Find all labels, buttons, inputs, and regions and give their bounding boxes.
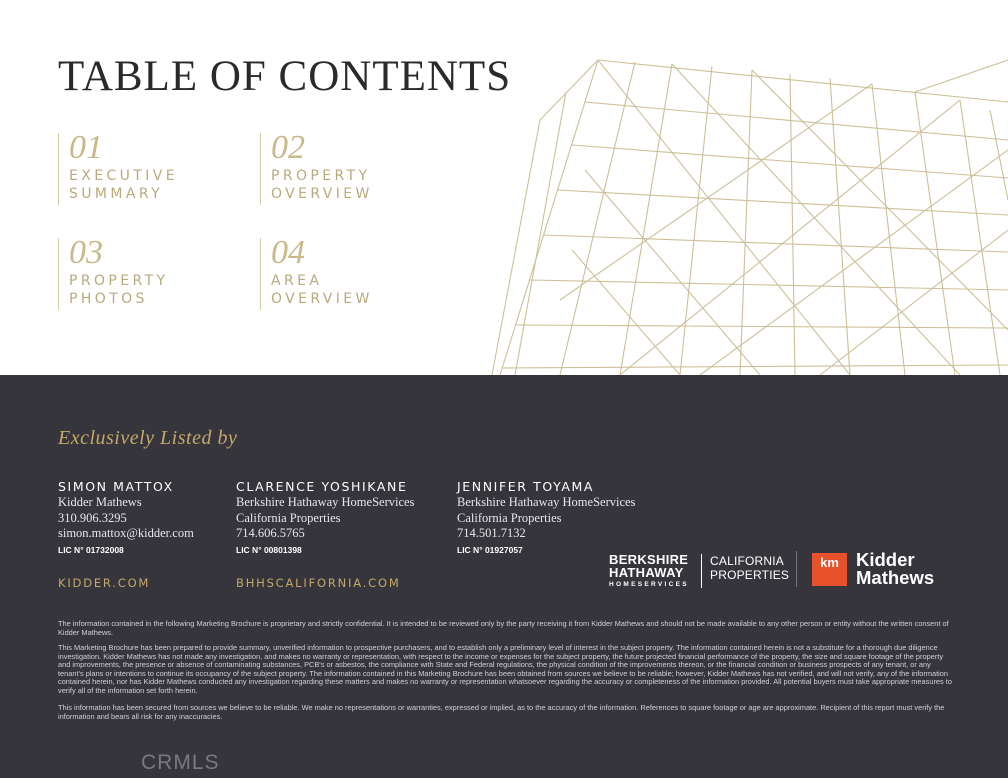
toc-label: PROPERTY PHOTOS [69,273,169,307]
toc-item-property-overview[interactable] [260,129,440,205]
toc-section [0,0,1008,375]
toc-label: EXECUTIVE SUMMARY [69,168,179,202]
disclaimer-confidentiality: The information contained in the following Marketing Brochure is proprietary and strictly confidential. It is intended to be reviewed only by the party receiving it from Kidder Mathews and should not be made available to any other person or entity without the written consent of Kidder Mathews. [58,619,949,637]
agent-company: Berkshire Hathaway HomeServices [236,495,415,509]
agent-company-region: California Properties [236,510,341,525]
california-properties-logo [710,554,789,582]
toc-item-property-photos[interactable] [58,234,238,310]
logo-text: BERKSHIRE [609,552,689,567]
logo-text: CALIFORNIA [710,554,785,568]
agent-company: Berkshire Hathaway HomeServices [457,495,636,509]
logo-text: Mathews [856,567,935,588]
agent-license: LIC N° 00801398 [236,544,302,555]
toc-label: AREA OVERVIEW [271,273,373,307]
toc-number: 02 [271,129,305,166]
kidder-mathews-badge-icon: km [812,553,847,586]
berkshire-hathaway-logo [609,553,689,588]
agent-phone[interactable]: 714.606.5765 [236,526,305,540]
agent-license: LIC N° 01927057 [457,544,523,555]
disclaimer-accuracy: This information has been secured from sources we believe to be reliable. We make no representations or warranties, expressed or implied, as to the accuracy of the information. References to square footage or age are approximate. Recipient of this report must verify the information and bears all risk for any inaccuracies. [58,703,945,721]
agent-name: JENNIFER TOYAMA [457,479,595,494]
logo-text: PROPERTIES [710,568,790,582]
agent-company: Kidder Mathews [58,495,142,509]
page-title: TABLE OF CONTENTS [58,53,512,100]
bhhs-website-link[interactable]: BHHSCALIFORNIA.COM [236,576,401,590]
agent-phone[interactable]: 714.501.7132 [457,526,526,540]
agent-phone[interactable]: 310.906.3295 [58,510,127,525]
toc-item-executive-summary[interactable] [58,129,238,205]
agent-license: LIC N° 01732008 [58,544,124,555]
agent-clarence-yoshikane [236,479,446,555]
kidder-mathews-logo [856,551,934,587]
toc-number: 01 [69,129,103,166]
logo-divider [701,554,702,588]
agent-name: SIMON MATTOX [58,479,174,494]
toc-label: PROPERTY OVERVIEW [271,168,373,202]
agent-email[interactable]: simon.mattox@kidder.com [58,526,194,540]
logo-text: Kidder [856,549,915,570]
kidder-website-link[interactable]: KIDDER.COM [58,576,151,590]
logo-text: HATHAWAY [609,565,684,580]
toc-item-area-overview[interactable] [260,234,440,310]
disclaimer-marketing: This Marketing Brochure has been prepared to provide summary, unverified information to prospective purchasers, and to establish only a preliminary level of interest in the subject property. The information contained herein is not a substitute for a thorough due diligence investigation. Kidder Mathews has not made any investigation, and makes no warranty or representation, with respect to the income or expenses for the subject property, the future projected financial performance of the property, the size and square footage of the property and improvements, the presence or absence of contaminating substances, PCB's or asbestos, the compliance with State and Federal regulations, the physical condition of the improvements thereon, or the financial condition or business prospects of any tenant, or any tenant's plans or intentions to continue its occupancy of the subject property. The information contained in this Marketing Brochure has been obtained from sources we believe to be reliable; however, Kidder Mathews has not verified, and will not verify, any of the information contained herein, nor has Kidder Mathews conducted any investigation regarding these matters and makes no warranty or representation whatsoever regarding the accuracy or completeness of the information provided. All potential buyers must take appropriate measures to verify all of the information set forth herein. [58,643,952,695]
agent-jennifer-toyama [457,479,667,555]
crmls-watermark: CRMLS [141,751,220,774]
agent-company-region: California Properties [457,510,562,525]
listed-by-heading: Exclusively Listed by [58,427,238,449]
agent-name: CLARENCE YOSHIKANE [236,479,408,494]
toc-number: 04 [271,234,305,271]
logo-text: HOMESERVICES [609,581,689,588]
logo-divider [796,551,797,587]
listing-agents-section [0,375,1008,778]
toc-number: 03 [69,234,103,271]
